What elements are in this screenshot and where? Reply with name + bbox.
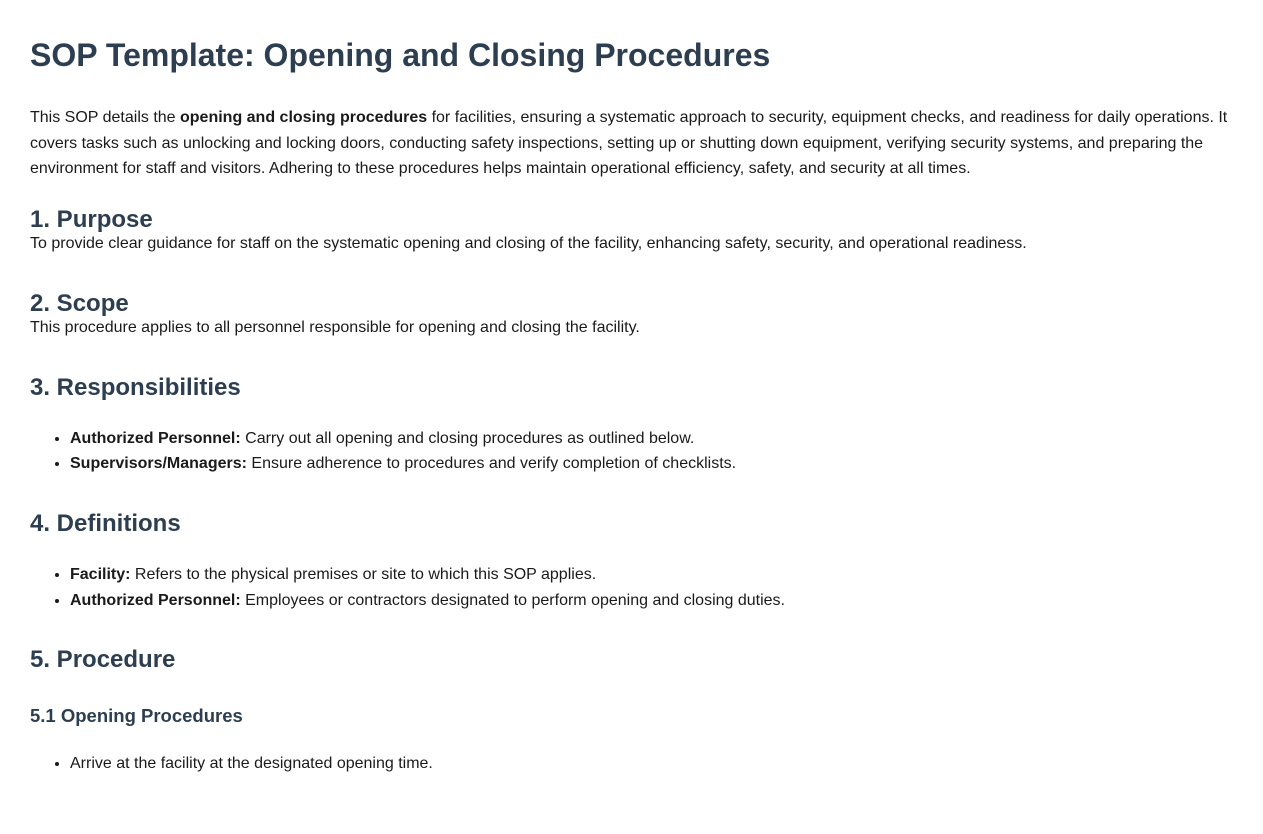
list-item-term: Authorized Personnel: [70, 591, 241, 609]
list-item-desc: Carry out all opening and closing procedures as outlined below. [240, 429, 695, 447]
scope-text: This procedure applies to all personnel responsible for opening and closing the facility. [30, 318, 640, 336]
intro-paragraph [30, 105, 1233, 182]
section-heading-responsibilities: 3. Responsibilities [30, 373, 241, 401]
section-heading-definitions: 4. Definitions [30, 510, 181, 538]
purpose-text: To provide clear guidance for staff on the systematic opening and closing of the facility, enhancing safety, security, and operational readiness. [30, 234, 1027, 252]
list-item [70, 591, 1233, 611]
list-item-term: Authorized Personnel: [70, 429, 241, 447]
section-heading-scope: 2. Scope [30, 289, 129, 317]
definitions-list [30, 565, 1233, 611]
list-item-desc: Refers to the physical premises or site to which this SOP applies. [130, 566, 597, 584]
page-title: SOP Template: Opening and Closing Procedures [30, 37, 771, 73]
intro-bold-phrase: opening and closing procedures [180, 109, 428, 126]
list-item-desc: Employees or contractors designated to perform opening and closing duties. [240, 591, 785, 609]
opening-procedures-list [30, 754, 1233, 774]
list-item-term: Supervisors/Managers: [70, 455, 247, 473]
list-item [70, 429, 1233, 449]
list-item [70, 565, 1233, 585]
list-item-term: Facility: [70, 566, 131, 584]
responsibilities-list [30, 429, 1233, 475]
list-item: • Arrive at the facility at the designated opening time. [70, 754, 1233, 774]
list-item [70, 454, 1233, 474]
intro-lead: This SOP details the [30, 109, 180, 126]
subsection-heading-opening: 5.1 Opening Procedures [30, 704, 243, 726]
intro-rest: for facilities, ensuring a systematic approach to security, equipment checks, and readiness for daily operations. It covers tasks such as unlocking and locking doors, conducting safety inspections, setting up or shutting down equipment, verifying security systems, and preparing the environment for staff and visitors. Adhering to these procedures helps maintain operational efficiency, safety, and security at all times. [30, 109, 1228, 178]
section-heading-purpose: 1. Purpose [30, 205, 153, 233]
list-item-desc: Ensure adherence to procedures and verify completion of checklists. [246, 455, 737, 473]
section-heading-procedure: 5. Procedure [30, 645, 176, 673]
